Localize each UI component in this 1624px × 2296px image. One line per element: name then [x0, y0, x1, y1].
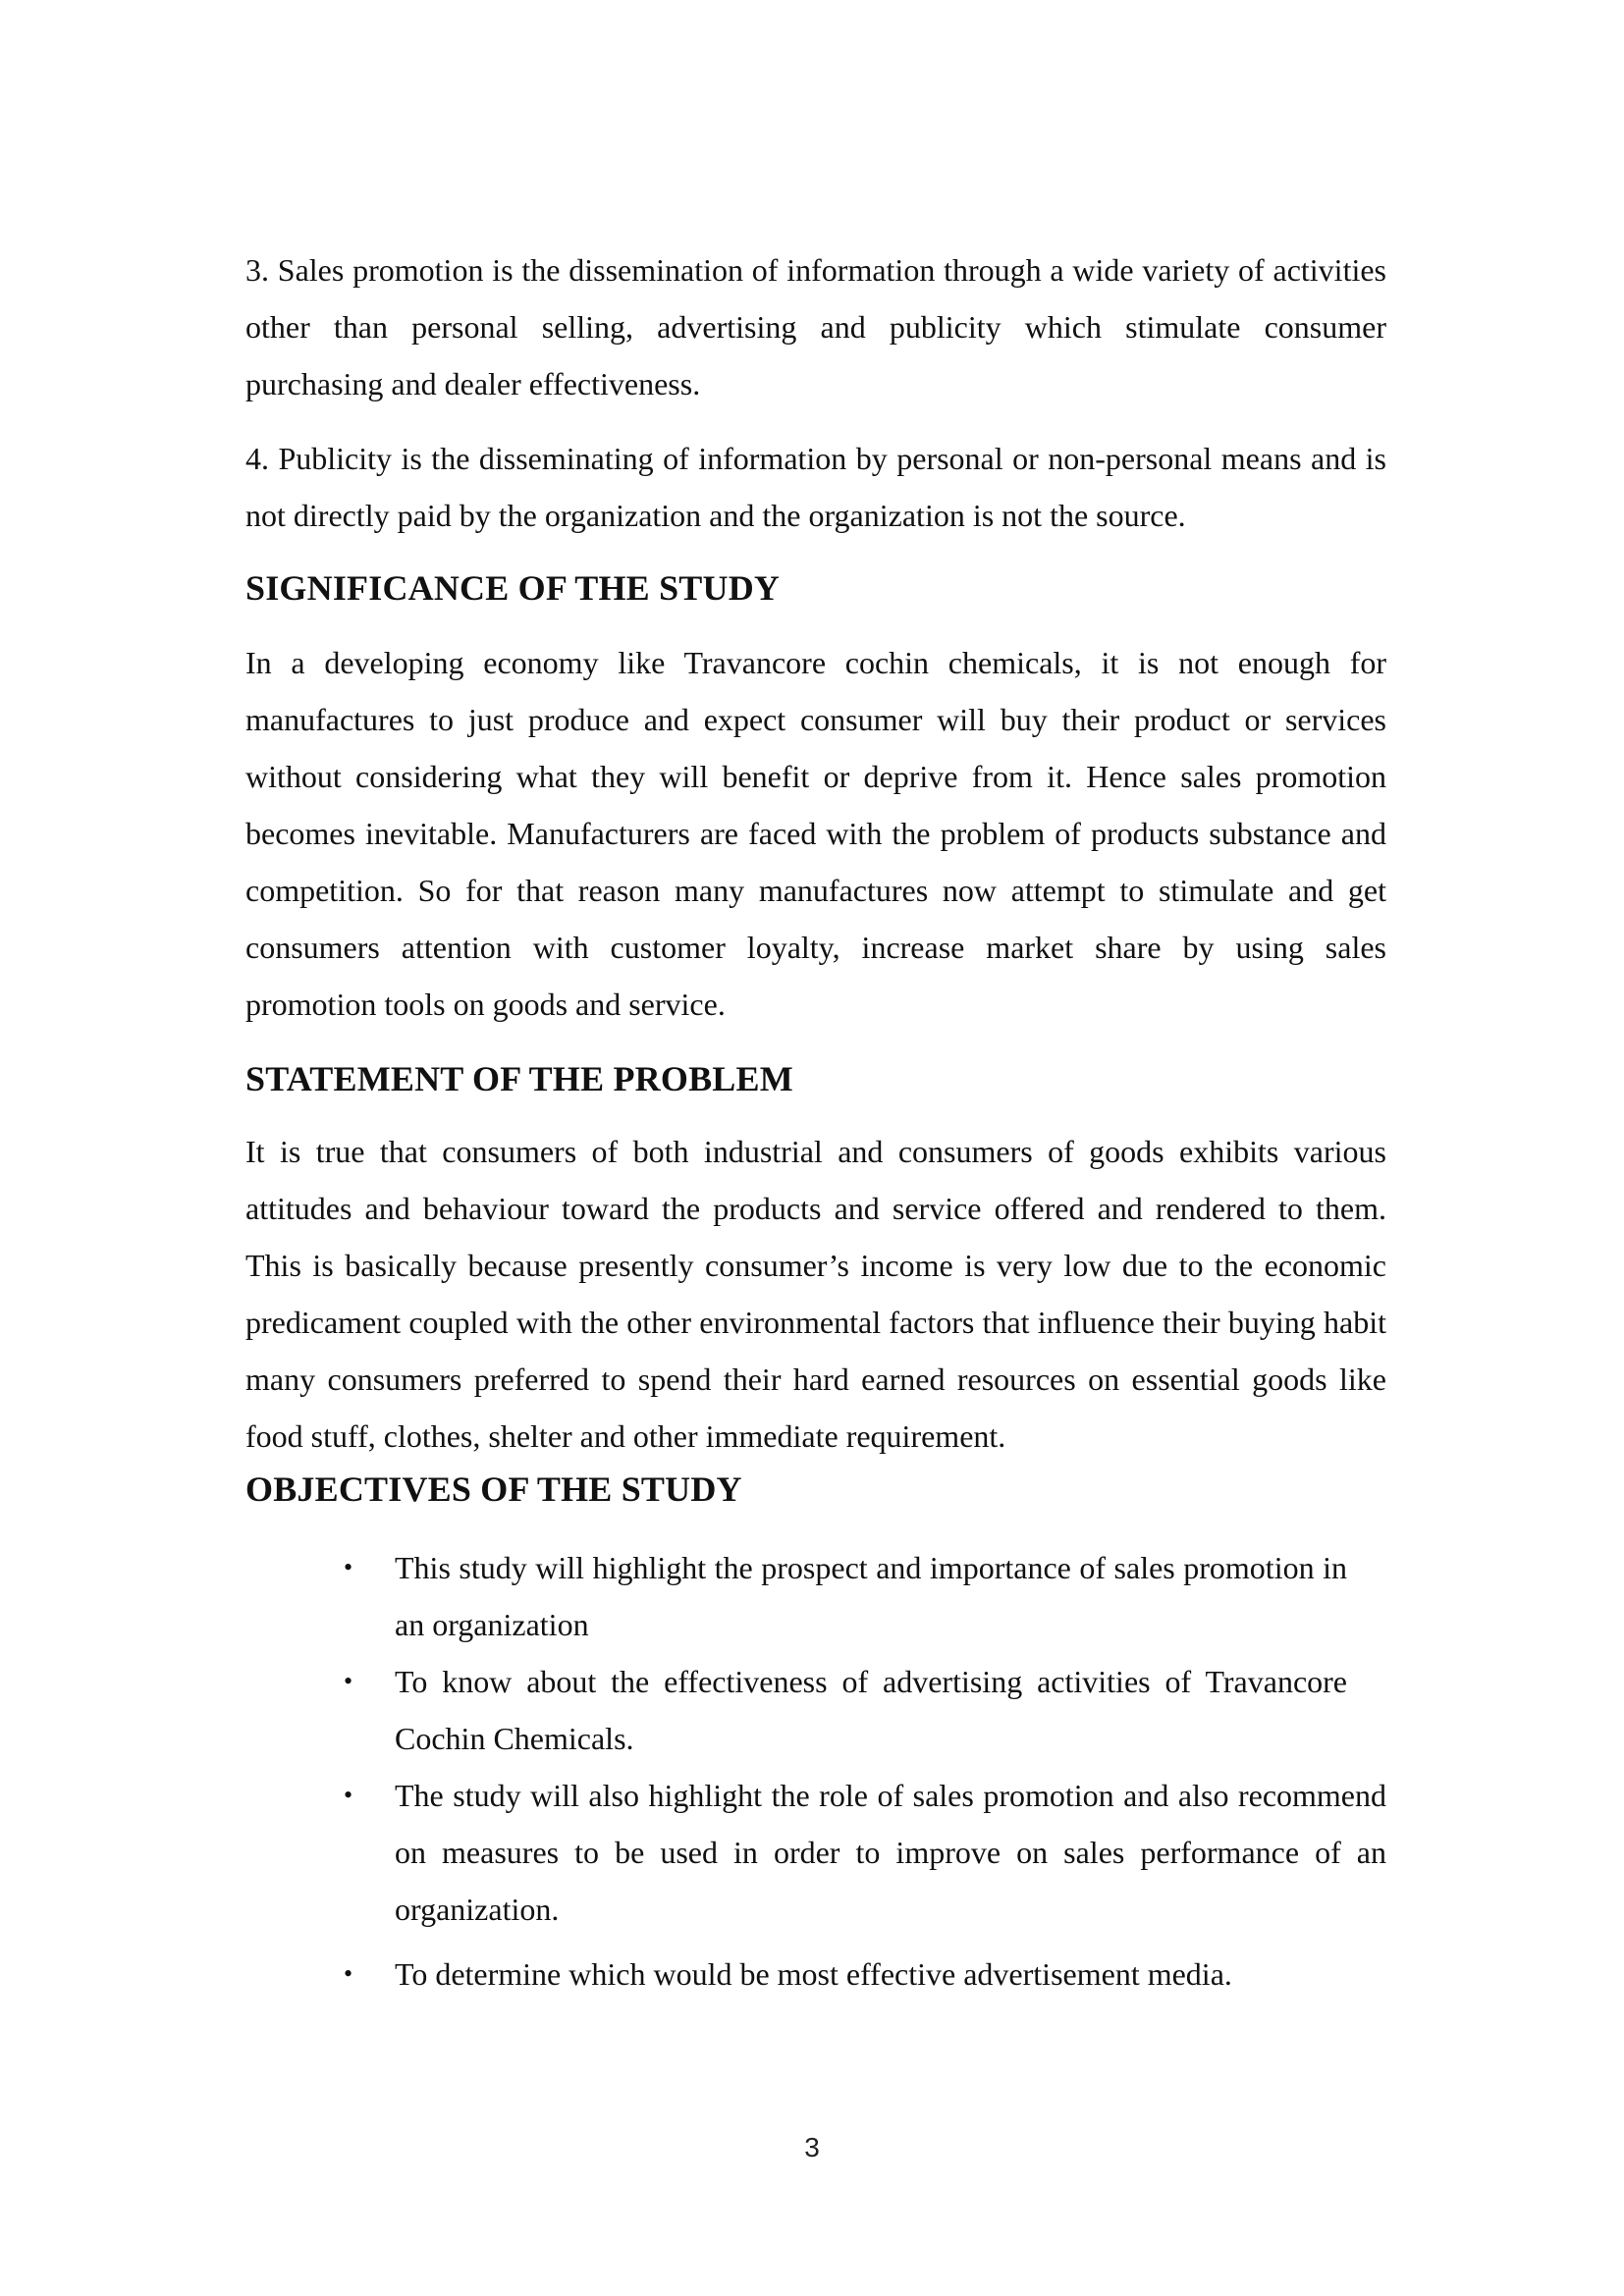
- paragraph-point-4: 4. Publicity is the disseminating of information by personal or non-personal means and is not directly paid by the organization and the organization is not the source.: [245, 441, 1386, 533]
- page-number: 3: [804, 2132, 820, 2163]
- objectives-list: [245, 1539, 1386, 2002]
- heading-significance: SIGNIFICANCE OF THE STUDY: [245, 568, 781, 608]
- list-item-text: To know about the effectiveness of advertising activities of Travancore Cochin Chemicals.: [395, 1664, 1347, 1756]
- paragraph-significance: In a developing economy like Travancore cochin chemicals, it is not enough for manufactures to just produce and expect consumer will buy their product or services without considering what they will benefit or deprive from it. Hence sales promotion becomes inevitable. Manufacturers are faced with the problem of products substance and competition. So for that reason many manufactures now attempt to stimulate and get consumers attention with customer loyalty, increase market share by using sales promotion tools on goods and service.: [245, 645, 1386, 1022]
- paragraph-problem: It is true that consumers of both industrial and consumers of goods exhibits various attitudes and behaviour toward the products and service offered and rendered to them. This is basically because presently consumer’s income is very low due to the economic predicament coupled with the other environmental factors that influence their buying habit many consumers preferred to spend their hard earned resources on essential goods like food stuff, clothes, shelter and other immediate requirement.: [245, 1134, 1386, 1454]
- bullet-icon: •: [344, 1667, 353, 1695]
- list-item: [245, 1539, 1386, 1653]
- list-item-text: To determine which would be most effective advertisement media.: [395, 1956, 1232, 1992]
- page-content: [245, 241, 1386, 2002]
- list-item: [245, 1946, 1386, 2002]
- bullet-icon: •: [344, 1959, 353, 1988]
- bullet-icon: •: [344, 1553, 353, 1581]
- list-item: [245, 1767, 1386, 1938]
- heading-problem: STATEMENT OF THE PROBLEM: [245, 1059, 793, 1098]
- list-item-text: This study will highlight the prospect and importance of sales promotion in an organization: [395, 1550, 1347, 1642]
- heading-objectives: OBJECTIVES OF THE STUDY: [245, 1469, 742, 1509]
- paragraph-point-3: 3. Sales promotion is the dissemination of information through a wide variety of activities other than personal selling, advertising and publicity which stimulate consumer purchasing and dealer effectiveness.: [245, 252, 1386, 401]
- list-item-text: The study will also highlight the role of sales promotion and also recommend on measures to be used in order to improve on sales performance of an organization.: [395, 1778, 1386, 1927]
- bullet-icon: •: [344, 1781, 353, 1809]
- list-item: [245, 1653, 1386, 1767]
